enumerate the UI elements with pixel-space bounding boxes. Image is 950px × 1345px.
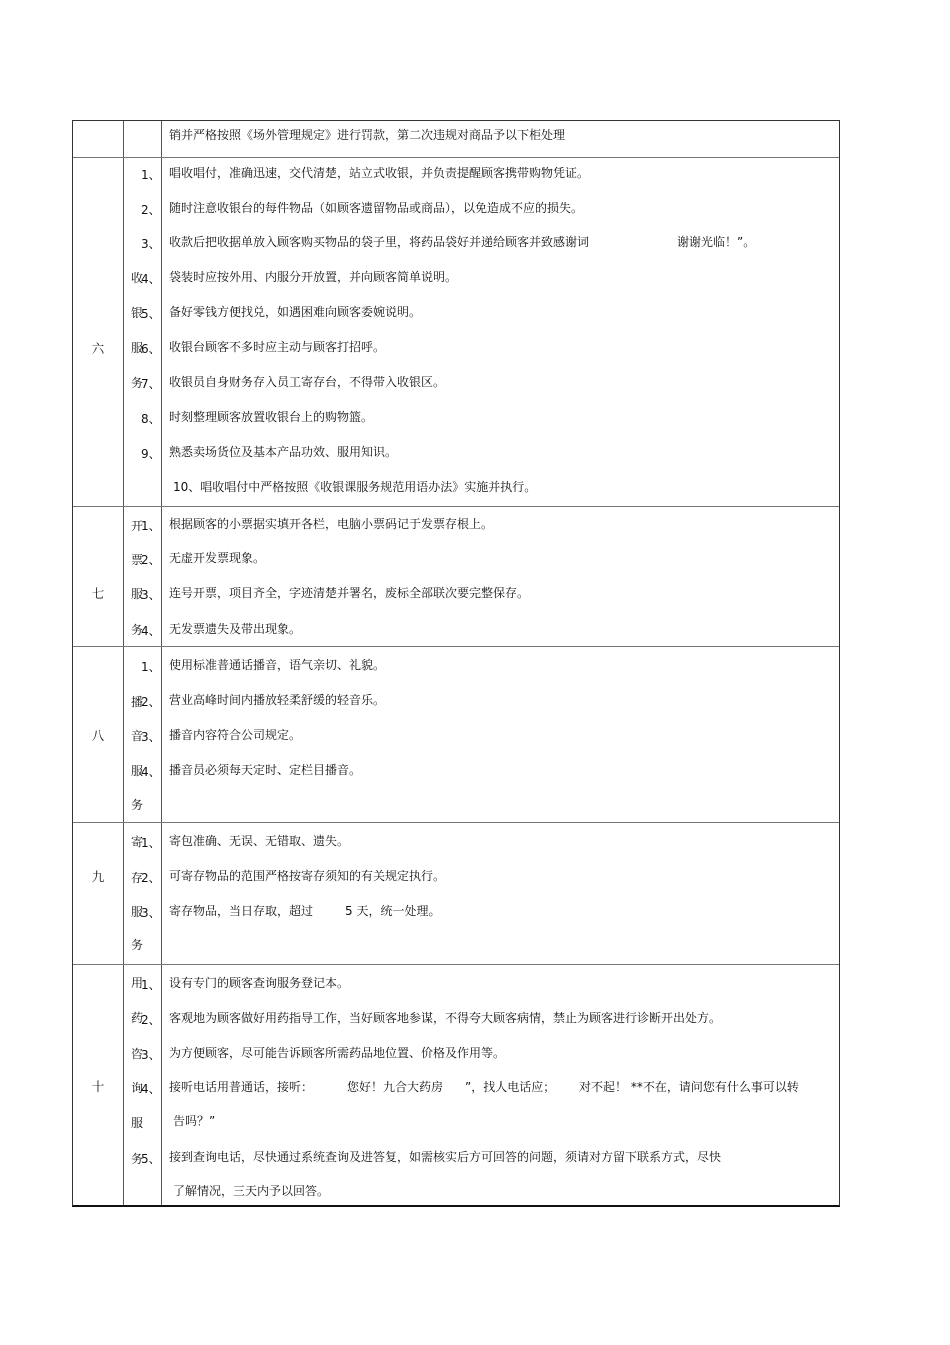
item-text: 告吗？” [173,1114,216,1128]
item-number: 6、 [141,342,161,356]
section-number: 六 [91,341,105,356]
item-text: 随时注意收银台的每件物品（如顾客遗留物品或商品），以免造成不应的损失。 [169,201,584,215]
section-label-char: 寄 [131,835,144,849]
item-number: 4、 [141,765,161,779]
item-text: 播音员必须每天定时、定栏目播音。 [169,763,362,777]
section-number: 七 [91,586,105,601]
item-number: 1、 [141,519,161,533]
item-text: 10、唱收唱付中严格按照《收银课服务规范用语办法》实施并执行。 [173,480,537,494]
section-label-char: 务 [131,798,144,812]
section-label-char: 询 [131,1081,144,1095]
continuation-text: 销并严格按照《场外管理规定》进行罚款，第二次违规对商品予以下柜处理 [169,128,566,142]
item-number: 3、 [141,906,161,920]
item-number: 1、 [141,978,161,992]
item-number: 3、 [141,588,161,602]
item-text-extra: 对不起！ **不在，请问您有什么事可以转 [579,1080,799,1094]
section-label-char: 务 [131,376,144,390]
item-text: 袋装时应按外用、内服分开放置，并向顾客简单说明。 [169,270,458,284]
item-text: 使用标准普通话播音，语气亲切、礼貌。 [169,658,386,672]
service-standards-table [72,120,840,1207]
item-number: 8、 [141,412,161,426]
section-label-char: 播 [131,695,144,709]
row-divider [73,157,839,158]
item-number: 2、 [141,695,161,709]
item-text: 了解情况，三天内予以回答。 [173,1184,330,1198]
section-number: 九 [91,869,105,884]
section-label-char: 服 [131,764,144,778]
item-text: 收款后把收据单放入顾客购买物品的袋子里，将药品袋好并递给顾客并致感谢词 [169,235,590,249]
item-text: 收银台顾客不多时应主动与顾客打招呼。 [169,340,386,354]
item-number: 2、 [141,871,161,885]
section-label-char: 服 [131,341,144,355]
item-text-extra: 您好！九合大药房 [347,1080,444,1094]
section-number: 八 [91,728,105,743]
section-label-char: 服 [131,1116,144,1130]
item-number: 5、 [141,1152,161,1166]
item-text-extra: 5 天，统一处理。 [345,904,441,918]
section-label-char: 开 [131,519,144,533]
section-label-char: 务 [131,938,144,952]
row-divider [73,646,839,647]
item-number: 9、 [141,447,161,461]
item-text: 营业高峰时间内播放轻柔舒缓的轻音乐。 [169,693,386,707]
item-text: 根据顾客的小票据实填开各栏，电脑小票码记于发票存根上。 [169,517,494,531]
item-number: 2、 [141,553,161,567]
item-number: 2、 [141,203,161,217]
item-text: 可寄存物品的范围严格按寄存须知的有关规定执行。 [169,869,446,883]
section-label-char: 票 [131,553,144,567]
item-number: 1、 [141,836,161,850]
item-number: 5、 [141,307,161,321]
section-label-char: 药 [131,1011,144,1025]
item-text: 无发票遗失及带出现象。 [169,622,302,636]
section-label-char: 务 [131,623,144,637]
item-text: 寄包准确、无误、无错取、遗失。 [169,834,350,848]
item-number: 3、 [141,237,161,251]
section-label-char: 服 [131,587,144,601]
row-divider [73,964,839,965]
item-number: 1、 [141,660,161,674]
item-number: 4、 [141,624,161,638]
row-divider [73,822,839,823]
row-divider [73,506,839,507]
item-text: 熟悉卖场货位及基本产品功效、服用知识。 [169,445,398,459]
item-text: 为方便顾客，尽可能告诉顾客所需药品地位置、价格及作用等。 [169,1046,506,1060]
item-text: 时刻整理顾客放置收银台上的购物篮。 [169,410,374,424]
section-label-char: 音 [131,729,144,743]
item-text-extra: 谢谢光临！”。 [677,235,756,249]
section-label-char: 用 [131,976,144,990]
section-label-char: 咨 [131,1047,144,1061]
item-number: 3、 [141,730,161,744]
section-label-char: 银 [131,306,144,320]
item-number: 7、 [141,377,161,391]
item-text: 唱收唱付，准确迅速，交代清楚，站立式收银，并负责提醒顾客携带购物凭证。 [169,166,590,180]
item-text: 寄存物品，当日存取，超过 [169,904,314,918]
item-text: 接听电话用普通话，接听： [169,1080,314,1094]
item-text: 客观地为顾客做好用药指导工作，当好顾客地参谋，不得夸大顾客病情，禁止为顾客进行诊断开出处方。 [169,1011,722,1025]
item-number: 4、 [141,1082,161,1096]
section-label-char: 收 [131,271,144,285]
item-text-extra: ”，找人电话应； [465,1080,556,1094]
item-text: 收银员自身财务存入员工寄存台，不得带入收银区。 [169,375,446,389]
item-text: 无虚开发票现象。 [169,551,266,565]
item-number: 1、 [141,168,161,182]
item-text: 连号开票，项目齐全，字迹清楚并署名，废标全部联次要完整保存。 [169,586,530,600]
section-label-char: 存 [131,871,144,885]
item-text: 设有专门的顾客查询服务登记本。 [169,976,350,990]
column-divider [123,121,124,1205]
item-text: 播音内容符合公司规定。 [169,728,302,742]
item-number: 2、 [141,1013,161,1027]
item-text: 接到查询电话，尽快通过系统查询及进答复，如需核实后方可回答的问题，须请对方留下联系方式，尽快 [169,1150,722,1164]
section-number: 十 [91,1079,105,1094]
item-text: 备好零钱方便找兑，如遇困难向顾客委婉说明。 [169,305,422,319]
section-label-char: 服 [131,905,144,919]
item-number: 3、 [141,1048,161,1062]
item-number: 4、 [141,272,161,286]
section-label-char: 务 [131,1152,144,1166]
column-divider [161,121,162,1205]
